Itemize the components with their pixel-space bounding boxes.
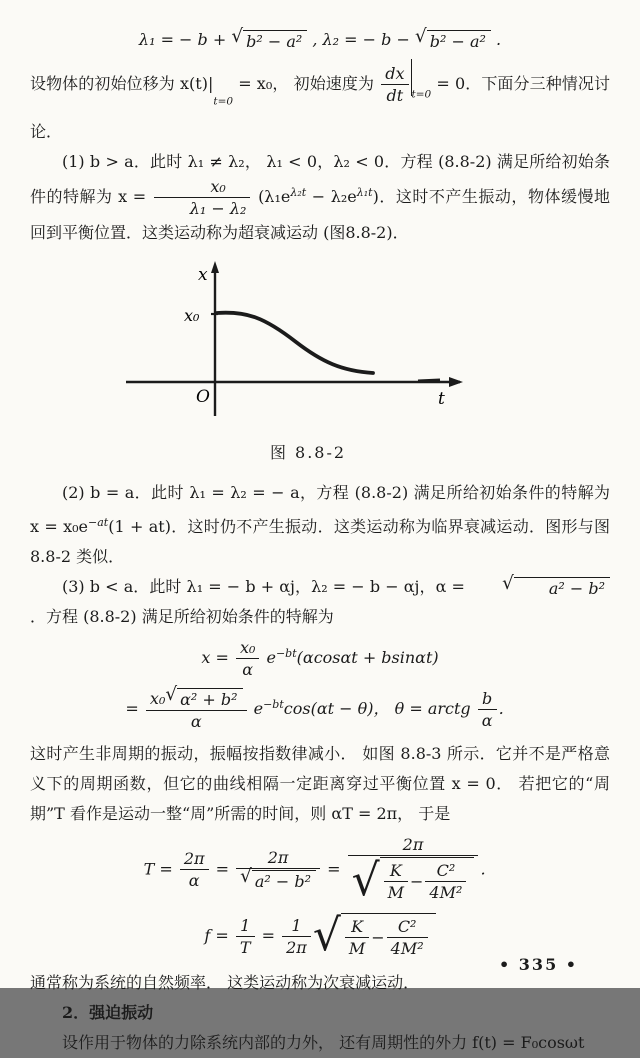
fraction-dx-dt: $\frac{dx}{dt}$ (381, 64, 408, 105)
radical-sign: √ (414, 26, 427, 47)
paragraph-aperiodic: 这时产生非周期的振动，振幅按指数律减小． 如图 8.8-3 所示．它并不是严格意义下的周期函数，但它的曲线相隔一定距离穿过平衡位置 x = 0． 若把它的“周期”T 看作是运动一整“周”所需的时间，则 αT = 2π， 于是 (30, 743, 610, 823)
radical-sign: √ (312, 910, 341, 962)
fraction-x0-alpha: $\frac{\text{x₀}}{\alpha}$ (236, 638, 259, 679)
fraction-c2-4m2: $\frac{\text{C²}}{\text{4M²}}$ (387, 917, 428, 958)
heading-forced-vibration: 2．强迫振动 (62, 1002, 154, 1022)
axis-mark (418, 380, 440, 381)
label-origin: O (196, 387, 210, 408)
sqrt-b2-a2: √ b² − a² (415, 30, 491, 51)
fraction-x0-lambda: $\frac{\text{x₀}}{\text{λ₁ − λ₂}}$ (154, 177, 251, 218)
fraction-c2-4m2: $\frac{\text{C²}}{\text{4M²}}$ (425, 861, 466, 902)
fraction-2pi-alpha: $\frac{2\pi}{\alpha}$ (180, 849, 209, 890)
fraction-1-T: $\frac{1}{T}$ (236, 916, 255, 957)
sqrt-a2-b2: √ a² − b² (470, 577, 610, 598)
display-equation-period: T = $\frac{2\pi}{\alpha}$ = 2π √ a² − b² = 2π √ $\frac{K}{M}$ − $\frac{\text{C²}}{\text{4M²}}$ ． (143, 834, 497, 906)
sqrt-km-c2: √ $\frac{K}{M}$ − $\frac{\text{C²}}{\text{4M²}}$ (313, 913, 436, 960)
paragraph-natural-frequency: 通常称为系统的自然频率． 这类运动称为次衰减运动． (30, 972, 420, 992)
label-t: t (438, 389, 445, 410)
display-equation-x-cos: = x₀ √ α² + b² α $e^{-bt}\cos(\alpha t - \theta)$， θ = arctg $\frac{b}{\alpha}$ ． (125, 683, 515, 731)
radical-sign: √ (240, 866, 252, 888)
radical-sign: √ (351, 854, 380, 906)
paragraph-case-2: (2) b = a．此时 λ₁ = λ₂ = − a，方程 (8.8-2) 满足所给初始条件的特解为 $x = x_0e^{-at}(1 + at)$．这时仍不产生振动．这类运动称为临界衰减运动．图形与图 8.8-2 类似． (30, 483, 610, 567)
fraction-k-m: $\frac{K}{M}$ (384, 861, 408, 902)
eq-lambda-lhs: λ₁ = − b + (138, 30, 232, 50)
figure-caption: 图 8.8-2 (269, 443, 347, 463)
display-equation-lambda: λ₁ = − b + √ b² − a² , λ₂ = − b − √ b² − a² . (138, 26, 502, 51)
display-equation-x: x = $\frac{\text{x₀}}{\alpha}$ $e^{-bt}(\alpha\cos\alpha t + bsin\alpha t)$ (201, 638, 439, 680)
decay-curve-plot (118, 258, 498, 426)
sqrt-b2-a2: √ b² − a² (231, 30, 307, 51)
evaluation-bar: t=0 (411, 59, 432, 110)
fraction-b-alpha: $\frac{b}{\alpha}$ (478, 689, 497, 730)
label-x0: x₀ (184, 306, 200, 326)
paragraph-case-1: (1) b > a．此时 λ₁ ≠ λ₂， λ₁ < 0，λ₂ < 0．方程 (8.8-2) 满足所给初始条件的特解为 x = $\frac{\text{x₀}}{\text{λ₁ − λ₂}}$ $(\lambda_1e^{\lambda_2t} - \lambda_2e^{\lambda_1t})$．这时不产生振动，物体缓慢地回到平衡位置．这类运动称为超衰减运动 (图8.8-2)． (30, 151, 610, 243)
radical-sign: √ (231, 26, 244, 47)
radical-sign: √ (502, 573, 514, 595)
x-axis-arrow-icon (449, 377, 463, 387)
radical-sign: √ (165, 683, 178, 705)
sqrt-a2-b2: √ a² − b² (240, 870, 316, 891)
paragraph-forced-vibration: 设作用于物体的力除系统内部的力外， 还有周期性的外力 f(t) = F₀cosωt (62, 1032, 585, 1052)
page-number: • 335 • (499, 955, 578, 974)
paragraph-case-3: (3) b < a．此时 λ₁ = − b + αj，λ₂ = − b − αj，α = √ a² − b² ．方程 (8.8-2) 满足所给初始条件的特解为 (30, 572, 610, 632)
fraction-2pi-sqrt: 2π √ a² − b² (236, 848, 320, 891)
paragraph-initial-conditions: 设物体的初始位移为 $x(t)|_{t=0} = x_0$， 初始速度为 $\frac{dx}{dt}$ $_{t=0}$ = 0．下面分三种情况讨论． (30, 59, 610, 147)
sqrt-km-c2: √ $\frac{K}{M}$ − $\frac{\text{C²}}{\text{4M²}}$ (352, 857, 475, 904)
fraction-2pi-sqrt-km: 2π √ $\frac{K}{M}$ − $\frac{\text{C²}}{\text{4M²}}$ (348, 835, 479, 905)
sqrt-alpha2-b2: √ α² + b² (165, 688, 242, 709)
decay-curve (217, 313, 373, 373)
label-x: x (198, 265, 208, 286)
fraction-amplitude: x₀ √ α² + b² α (146, 688, 247, 731)
figure-8-8-2 (118, 258, 498, 468)
display-equation-frequency: f = $\frac{1}{T}$ = $\frac{1}{2\pi}$ √ $\frac{K}{M}$ − $\frac{\text{C²}}{\text{4M²}}$ (30, 913, 610, 960)
y-axis-arrow-icon (211, 261, 219, 273)
fraction-1-2pi: $\frac{1}{2\pi}$ (282, 916, 311, 957)
fraction-k-m: $\frac{K}{M}$ (345, 917, 369, 958)
